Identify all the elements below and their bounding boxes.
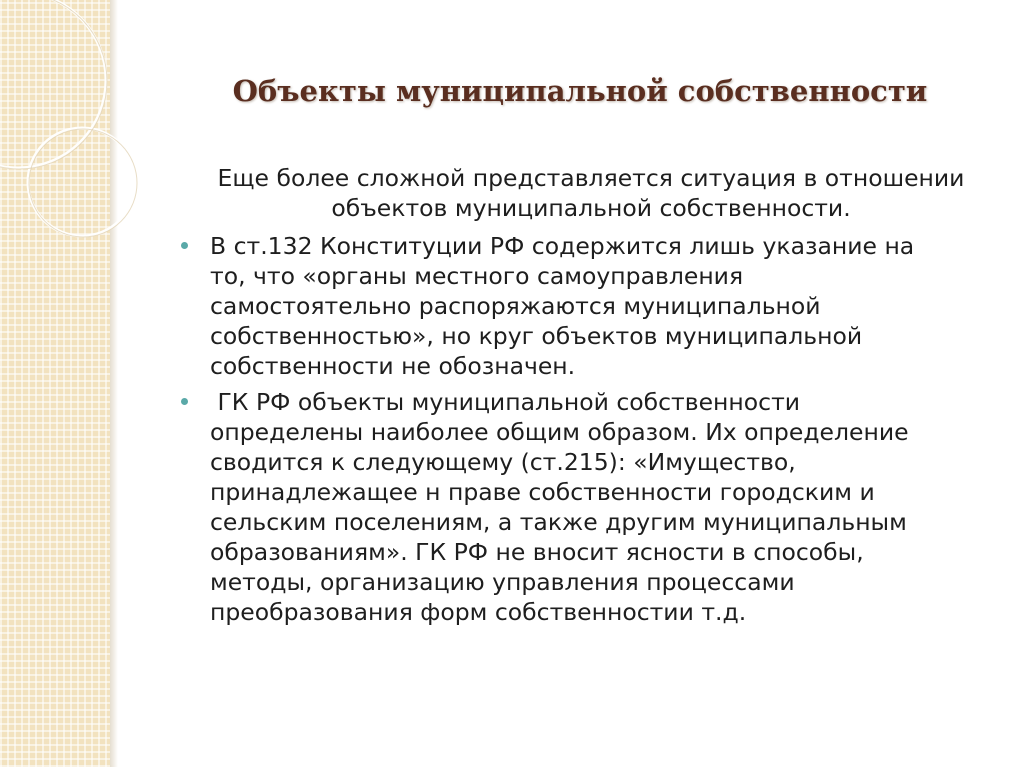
slide-content: [176, 163, 996, 633]
bullet-line: самостоятельно распоряжаются муниципальной: [210, 292, 821, 320]
bullet-item-civil-code: [176, 387, 996, 627]
bullet-dot-icon: [181, 398, 188, 405]
intro-line: Еще более сложной представляется ситуация в отношении: [217, 164, 965, 192]
bullet-line: сельским поселениям, а также другим муниципальным: [210, 508, 907, 536]
bullet-line: образованиям». ГК РФ не вносит ясности в способы,: [210, 538, 864, 566]
bullet-line: преобразования форм собственностии т.д.: [210, 598, 747, 626]
bullet-line: принадлежащее н праве собственности городским и: [210, 478, 875, 506]
bullet-item-constitution: [176, 231, 996, 381]
bullet-line: собственностью», но круг объектов муниципальной: [210, 322, 863, 350]
decorative-rings-icon: [0, 0, 140, 260]
bullet-line: методы, организацию управления процессами: [210, 568, 795, 596]
bullet-line: В ст.132 Конституции РФ содержится лишь указание на: [210, 232, 915, 260]
bullet-line: определены наиболее общим образом. Их определение: [210, 418, 909, 446]
bullet-dot-icon: [181, 242, 188, 249]
intro-paragraph: [176, 163, 996, 223]
bullet-line: то, что «органы местного самоуправления: [210, 262, 744, 290]
intro-line: объектов муниципальной собственности.: [331, 194, 851, 222]
bullet-line: собственности не обозначен.: [210, 352, 576, 380]
bullet-list: [176, 231, 996, 627]
bullet-line: сводится к следующему (ст.215): «Имущество,: [210, 448, 796, 476]
bullet-line: ГК РФ объекты муниципальной собственности: [210, 388, 801, 416]
slide-title: Объекты муниципальной собственности: [232, 74, 928, 108]
